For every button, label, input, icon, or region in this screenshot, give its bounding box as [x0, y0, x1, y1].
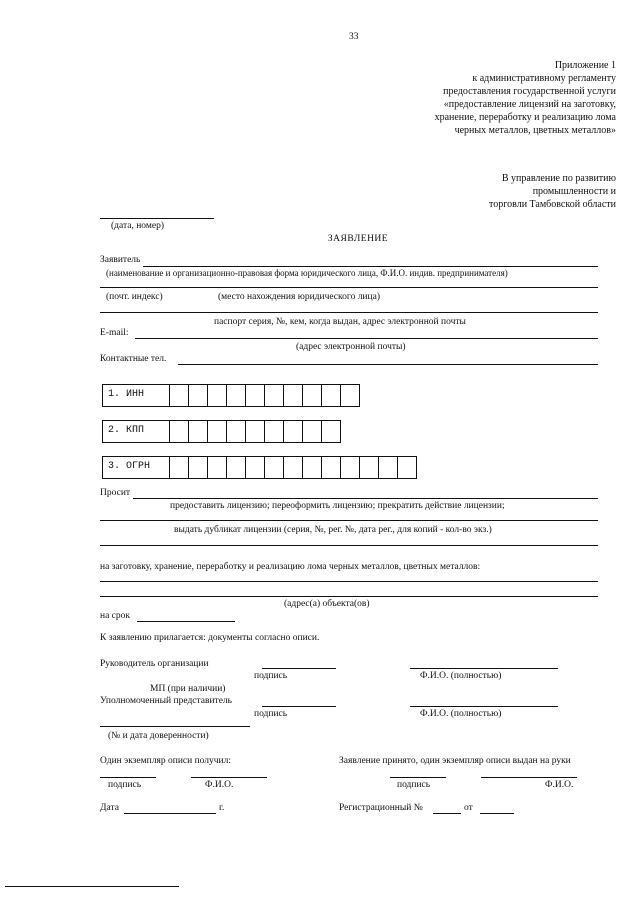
kpp-cell[interactable]	[283, 421, 302, 442]
phone-label: Контактные тел.	[100, 354, 167, 364]
inn-field[interactable]	[102, 384, 360, 407]
ogrn-cell[interactable]	[378, 457, 397, 478]
request-field-3[interactable]	[100, 545, 598, 546]
date-number-line[interactable]	[100, 218, 214, 219]
kpp-cell[interactable]	[169, 421, 188, 442]
head-fio-hint: Ф.И.О. (полностью)	[420, 671, 502, 681]
term-field[interactable]	[137, 621, 235, 622]
kpp-cell[interactable]	[264, 421, 283, 442]
objects-field-2[interactable]	[100, 596, 598, 597]
objects-hint: (адрес(а) объекта(ов)	[284, 599, 370, 609]
date-label: Дата	[100, 803, 119, 813]
addressee-line: В управление по развитию	[501, 173, 616, 184]
attachments-text: К заявлению прилагается: документы согласно описи.	[100, 633, 320, 643]
kpp-cell[interactable]	[188, 421, 207, 442]
applicant-label: Заявитель	[100, 255, 141, 265]
issuer-signature-hint: подпись	[397, 780, 431, 790]
kpp-cell[interactable]	[245, 421, 264, 442]
inn-cell[interactable]	[226, 385, 245, 406]
appendix-line: Приложение 1	[554, 60, 616, 71]
page-number: 33	[349, 32, 359, 42]
head-signature-field[interactable]	[262, 668, 336, 669]
inn-cell[interactable]	[207, 385, 226, 406]
ogrn-field[interactable]	[102, 456, 417, 479]
inn-cell[interactable]	[245, 385, 264, 406]
request-options-2: выдать дубликат лицензии (серия, №, рег. №, дата рег., для копий - кол-во экз.)	[174, 525, 492, 535]
appendix-line: «предоставление лицензий на заготовку,	[443, 99, 616, 110]
appendix-line: черных металлов, цветных металлов»	[454, 125, 616, 136]
year-suffix: г.	[219, 803, 225, 813]
reg-number-field[interactable]	[433, 813, 461, 814]
ogrn-cell[interactable]	[264, 457, 283, 478]
copy-received-label: Один экземпляр описи получил:	[100, 756, 232, 766]
issuer-signature-field[interactable]	[390, 777, 446, 778]
inn-cell[interactable]	[340, 385, 359, 406]
reg-number-label: Регистрационный №	[339, 803, 423, 813]
head-label: Руководитель организации	[100, 659, 209, 669]
representative-fio-hint: Ф.И.О. (полностью)	[420, 709, 502, 719]
request-label: Просит	[100, 488, 131, 498]
representative-signature-field[interactable]	[262, 706, 336, 707]
representative-label: Уполномоченный представитель	[100, 696, 232, 706]
ogrn-cell[interactable]	[283, 457, 302, 478]
request-options-1: предоставить лицензию; переоформить лицензию; прекратить действие лицензии;	[170, 501, 505, 511]
date-field[interactable]	[124, 813, 216, 814]
inn-cell[interactable]	[321, 385, 340, 406]
ogrn-cell[interactable]	[340, 457, 359, 478]
copy-issued-label: Заявление принято, один экземпляр описи выдан на руки	[339, 756, 571, 766]
head-signature-hint: подпись	[254, 671, 288, 681]
inn-cell[interactable]	[188, 385, 207, 406]
power-of-attorney-hint: (№ и дата доверенности)	[108, 731, 209, 741]
request-field[interactable]	[133, 498, 598, 499]
head-fio-field[interactable]	[410, 668, 558, 669]
ogrn-cell[interactable]	[169, 457, 188, 478]
applicant-hint: (наименование и организационно-правовая форма юридического лица, Ф.И.О. индив. предпринимателя)	[106, 268, 508, 278]
postal-index-hint: (почт. индекс)	[106, 292, 163, 302]
receiver-fio-field[interactable]	[191, 777, 267, 778]
appendix-block	[316, 59, 616, 137]
email-hint: (адрес электронной почты)	[296, 342, 406, 352]
ogrn-label: 3. ОГРН	[108, 461, 151, 472]
ogrn-cell[interactable]	[226, 457, 245, 478]
inn-cell[interactable]	[169, 385, 188, 406]
ogrn-cell[interactable]	[321, 457, 340, 478]
ogrn-cell[interactable]	[207, 457, 226, 478]
kpp-cell[interactable]	[321, 421, 340, 442]
kpp-cell[interactable]	[226, 421, 245, 442]
receiver-signature-field[interactable]	[100, 777, 156, 778]
receiver-fio-hint: Ф.И.О.	[205, 780, 234, 790]
email-field[interactable]	[135, 338, 598, 339]
receiver-signature-hint: подпись	[108, 780, 142, 790]
from-label: от	[464, 803, 473, 813]
reg-date-field[interactable]	[480, 813, 514, 814]
term-label: на срок	[100, 611, 131, 621]
objects-field[interactable]	[100, 581, 598, 582]
addressee-block	[366, 172, 616, 211]
ogrn-cell[interactable]	[302, 457, 321, 478]
stamp-label: МП (при наличии)	[150, 684, 226, 694]
appendix-line: предоставления государственной услуги	[443, 86, 616, 97]
inn-cell[interactable]	[264, 385, 283, 406]
appendix-line: хранение, переработку и реализацию лома	[434, 112, 616, 123]
footnote-separator	[5, 886, 179, 887]
request-field-2[interactable]	[100, 520, 598, 521]
addressee-line: торговли Тамбовской области	[489, 199, 616, 210]
ogrn-cell[interactable]	[359, 457, 378, 478]
inn-label: 1. ИНН	[108, 389, 145, 400]
request-purpose: на заготовку, хранение, переработку и реализацию лома черных металлов, цветных металлов:	[100, 562, 481, 572]
kpp-field[interactable]	[102, 420, 341, 443]
issuer-fio-field[interactable]	[481, 777, 577, 778]
page-title: ЗАЯВЛЕНИЕ	[327, 234, 389, 244]
phone-field[interactable]	[178, 364, 598, 365]
ogrn-cell[interactable]	[188, 457, 207, 478]
ogrn-cell[interactable]	[245, 457, 264, 478]
passport-field[interactable]	[100, 312, 598, 313]
kpp-label: 2. КПП	[108, 425, 145, 436]
representative-fio-field[interactable]	[410, 706, 558, 707]
appendix-line: к административному регламенту	[472, 73, 616, 84]
inn-cell[interactable]	[302, 385, 321, 406]
applicant-field-2[interactable]	[100, 287, 598, 288]
ogrn-cell[interactable]	[397, 457, 416, 478]
representative-signature-hint: подпись	[254, 709, 288, 719]
location-hint: (место нахождения юридического лица)	[218, 292, 380, 302]
email-label: E-mail:	[100, 328, 129, 338]
kpp-cell[interactable]	[207, 421, 226, 442]
issuer-fio-hint: Ф.И.О.	[545, 780, 574, 790]
inn-cell[interactable]	[283, 385, 302, 406]
passport-hint: паспорт серия, №, кем, когда выдан, адрес электронной почты	[214, 317, 466, 327]
kpp-cell[interactable]	[302, 421, 321, 442]
applicant-field[interactable]	[143, 266, 598, 267]
date-number-label: (дата, номер)	[111, 221, 164, 231]
addressee-line: промышленности и	[532, 186, 616, 197]
power-of-attorney-field[interactable]	[100, 726, 250, 727]
